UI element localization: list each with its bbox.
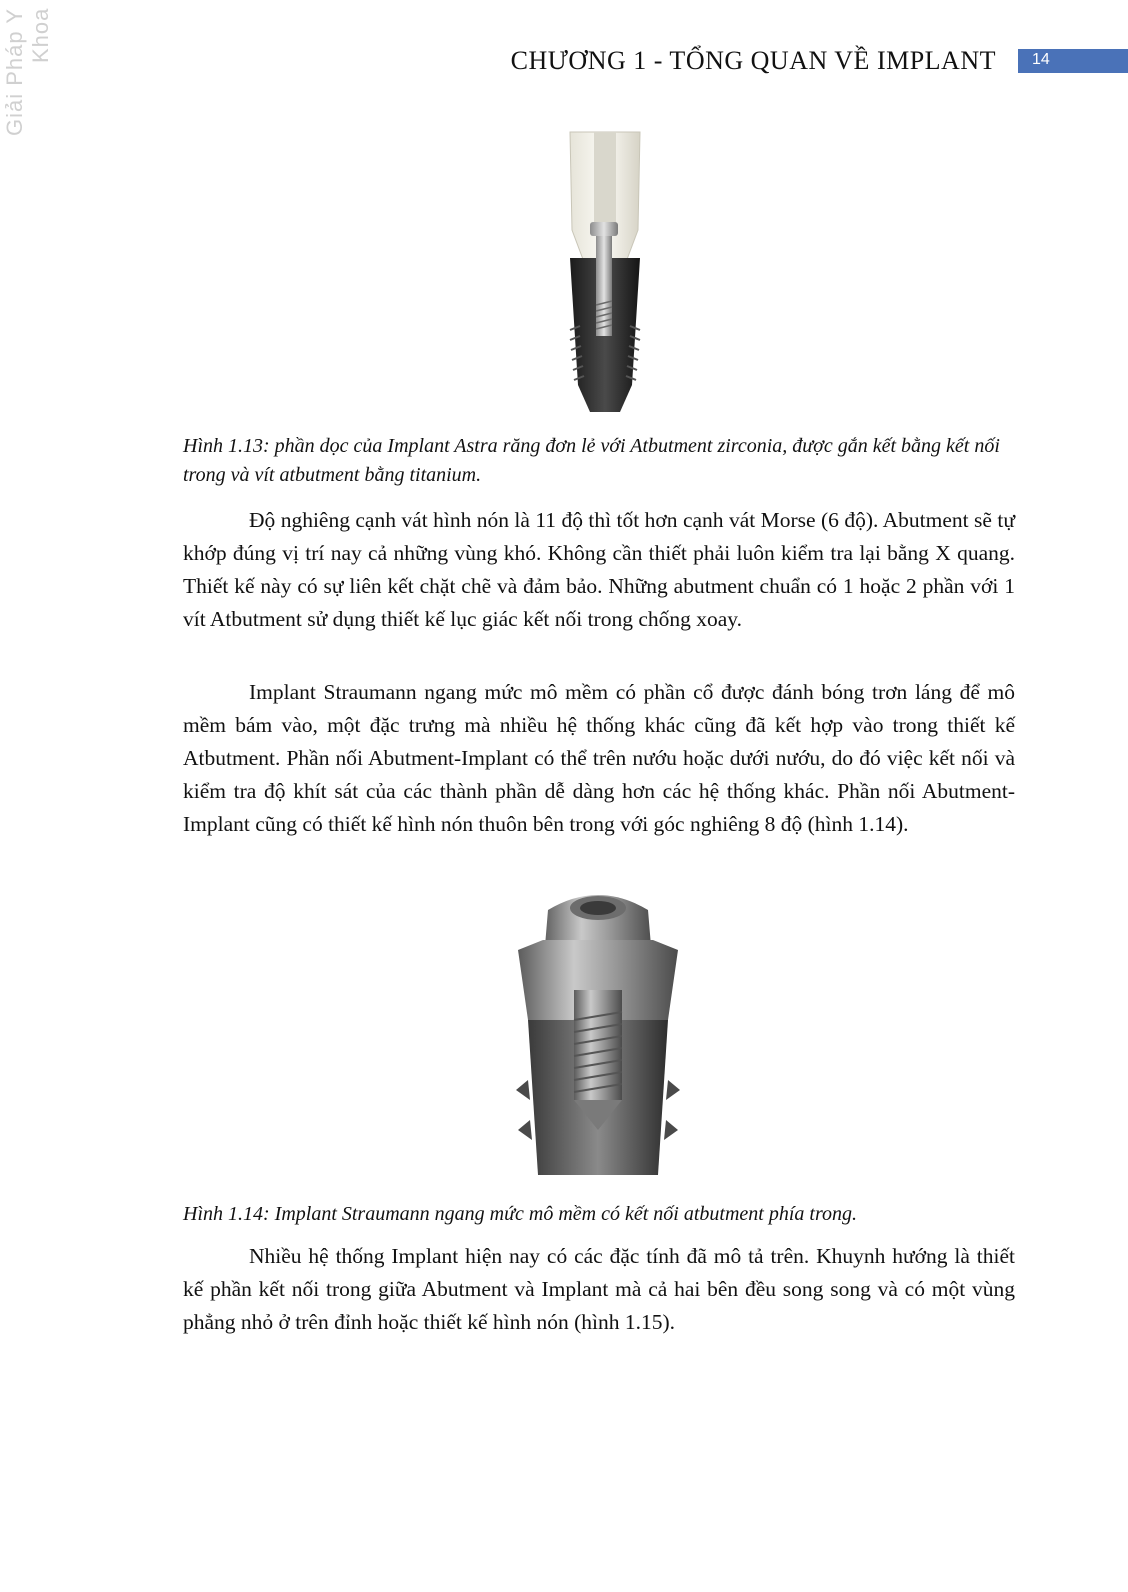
figure-astra-implant (560, 130, 650, 420)
chapter-title: CHƯƠNG 1 - TỔNG QUAN VỀ IMPLANT (510, 46, 996, 75)
paragraph-3: Nhiều hệ thống Implant hiện nay có các đặc tính đã mô tả trên. Khuynh hướng là thiết kế phần kết nối trong giữa Abutment và Implant mà cả hai bên đều song song và có một vùng phẳng nhỏ ở trên đỉnh hoặc thiết kế hình nón (hình 1.15). (183, 1244, 1015, 1334)
figure-caption-1-13: Hình 1.13: phần dọc của Implant Astra răng đơn lẻ với Atbutment zirconia, được gắn kết bằng kết nối trong và vít atbutment bằng titanium. (183, 435, 1000, 486)
page-number-badge (1018, 49, 1128, 73)
figure-straumann-implant (508, 880, 688, 1190)
page-number: 14 (1032, 51, 1050, 68)
watermark: Giải Pháp Y Khoa (2, 8, 53, 137)
astra-implant-illustration (560, 130, 650, 420)
figure-caption-1-14: Hình 1.14: Implant Straumann ngang mức mô mềm có kết nối atbutment phía trong. (183, 1203, 857, 1225)
paragraph-1: Độ nghiêng cạnh vát hình nón là 11 độ thì tốt hơn cạnh vát Morse (6 độ). Abutment sẽ tự khớp đúng vị trí nay cả những vùng khó. Không cần thiết phải luôn kiểm tra lại bằng X quang. Thiết kế này có sự liên kết chặt chẽ và đảm bảo. Những abutment chuẩn có 1 hoặc 2 phần với 1 vít Atbutment sử dụng thiết kế lục giác kết nối trong chống xoay. (183, 508, 1015, 631)
straumann-implant-illustration (508, 880, 688, 1190)
paragraph-2: Implant Straumann ngang mức mô mềm có phần cổ được đánh bóng trơn láng để mô mềm bám vào, một đặc trưng mà nhiều hệ thống khác cũng đã kết hợp vào trong thiết kế Atbutment. Phần nối Abutment-Implant có thể trên nướu hoặc dưới nướu, do đó việc kết nối và kiểm tra độ khít sát của các thành phần dễ dàng hơn các hệ thống khác. Phần nối Abutment-Implant cũng có thiết kế hình nón thuôn bên trong với góc nghiêng 8 độ (hình 1.14). (183, 680, 1015, 836)
page-header (0, 46, 1128, 80)
